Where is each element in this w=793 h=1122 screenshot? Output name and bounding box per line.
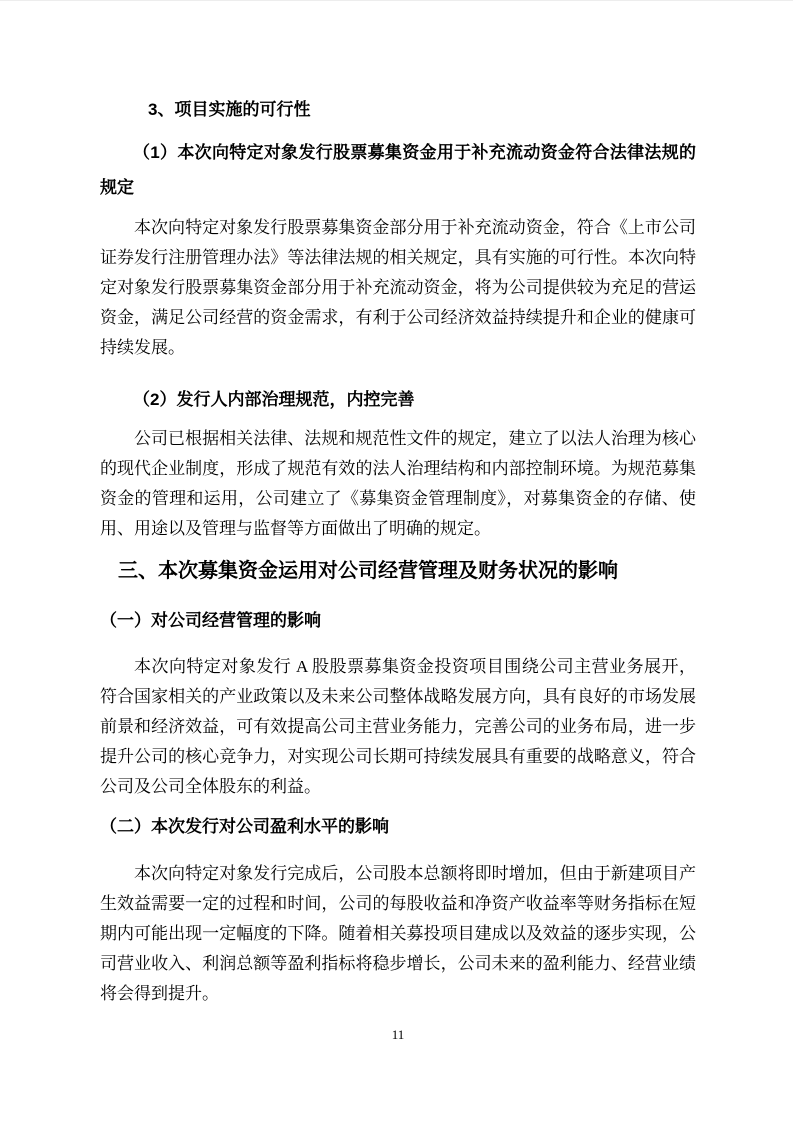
paragraph-internal-governance: 公司已根据相关法律、法规和规范性文件的规定，建立了以法人治理为核心的现代企业制度，形成了规范有效的法人治理结构和内部控制环境。为规范募集资金的管理和运用，公司建立了《募集资金管理制度》，对募集资金的存储、使用、用途以及管理与监督等方面做出了明确的规定。 (100, 429, 696, 538)
paragraph-impact-on-profitability: 本次向特定对象发行完成后，公司股本总额将即时增加，但由于新建项目产生效益需要一定的过程和时间，公司的每股收益和净资产收益率等财务指标在短期内可能出现一定幅度的下降。随着相关募投项目建成以及效益的逐步实现，公司营业收入、利润总额等盈利指标将稳步增长，公司未来的盈利能力、经营业绩将会得到提升。 (100, 864, 696, 1003)
heading-project-feasibility: 3、项目实施的可行性 (148, 100, 311, 119)
heading-internal-governance: （2）发行人内部治理规范，内控完善 (133, 390, 415, 409)
heading-compliance-with-laws: （1）本次向特定对象发行股票募集资金用于补充流动资金符合法律法规的规定 (100, 143, 696, 197)
heading-section-impact-of-fund-use: 三、本次募集资金运用对公司经营管理及财务状况的影响 (118, 560, 618, 582)
page-number: 11 (391, 1027, 405, 1042)
heading-impact-on-profitability: （二）本次发行对公司盈利水平的影响 (100, 817, 389, 836)
paragraph-impact-on-management: 本次向特定对象发行 A 股股票募集资金投资项目围绕公司主营业务展开，符合国家相关的产业政策以及未来公司整体战略发展方向，具有良好的市场发展前景和经济效益，可有效提高公司主营业务能力，完善公司的业务布局，进一步提升公司的核心竞争力，对实现公司长期可持续发展具有重要的战略意义，符合公司及公司全体股东的利益。 (100, 657, 696, 796)
paragraph-compliance-with-laws: 本次向特定对象发行股票募集资金部分用于补充流动资金，符合《上市公司证券发行注册管理办法》等法律法规的相关规定，具有实施的可行性。本次向特定对象发行股票募集资金部分用于补充流动资金，将为公司提供较为充足的营运资金，满足公司经营的资金需求，有利于公司经济效益持续提升和企业的健康可持续发展。 (100, 218, 696, 357)
heading-impact-on-management: （一）对公司经营管理的影响 (100, 611, 321, 630)
